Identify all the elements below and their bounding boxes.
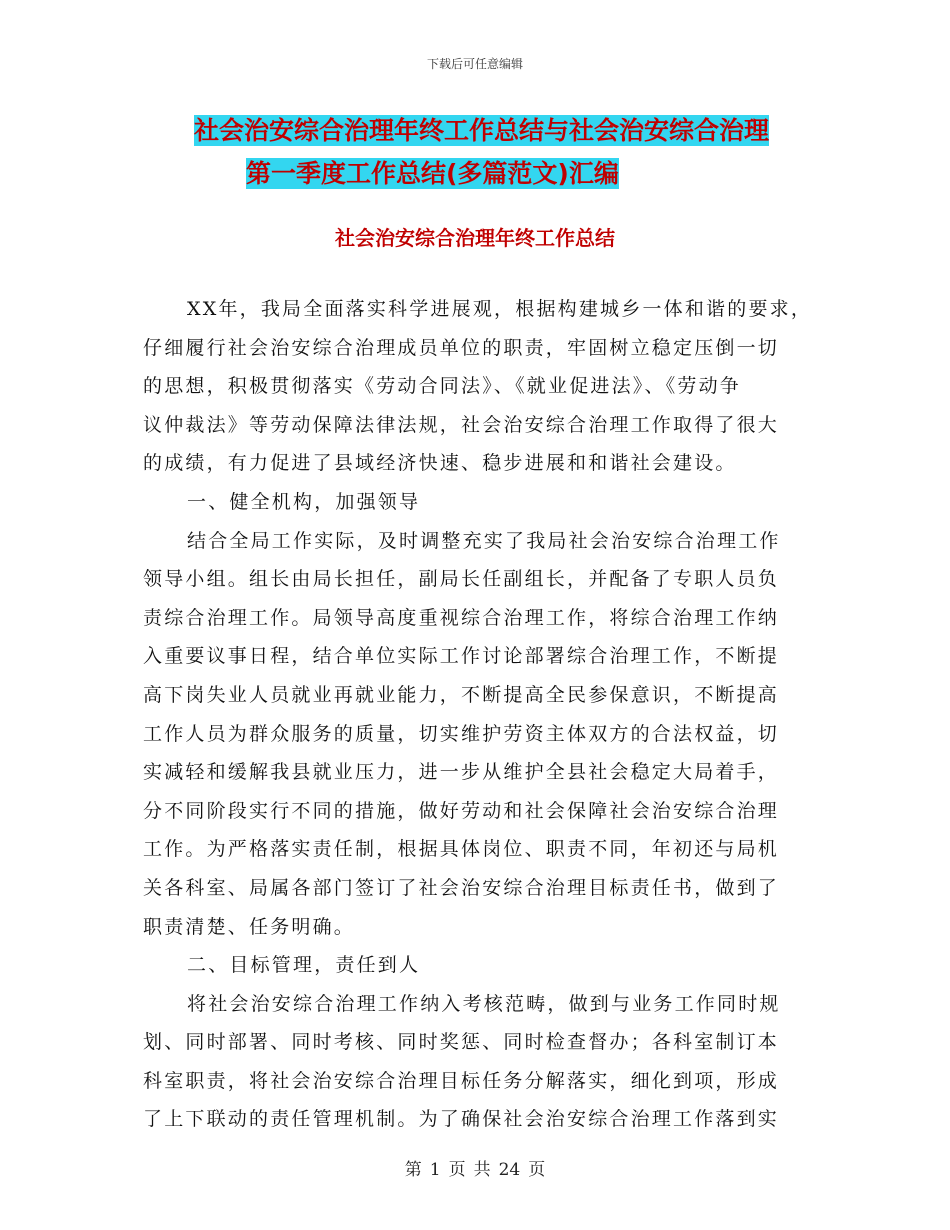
body-line: 职责清楚、任务明确。: [143, 915, 356, 938]
title-highlight-2: 第一季度工作总结(多篇范文)汇编: [246, 159, 619, 188]
body-line: 结合全局工作实际，及时调整充实了我局社会治安综合治理工作: [187, 529, 781, 552]
section-heading: 社会治安综合治理年终工作总结: [335, 226, 615, 250]
body-line: 关各科室、局属各部门签订了社会治安综合治理目标责任书，做到了: [143, 876, 780, 899]
page-footer: [0, 1155, 950, 1180]
body-line: 实减轻和缓解我县就业压力，进一步从维护全县社会稳定大局着手，: [143, 761, 780, 784]
body-line: 科室职责，将社会治安综合治理目标任务分解落实，细化到项，形成: [143, 1069, 780, 1092]
title-highlight-1: 社会治安综合治理年终工作总结与社会治安综合治理: [194, 116, 770, 145]
document-body: [143, 290, 813, 1139]
document-title-line-1: [194, 116, 769, 146]
body-line: 议仲裁法》等劳动保障法律法规，社会治安综合治理工作取得了很大: [143, 413, 780, 436]
body-line: 仔细履行社会治安综合治理成员单位的职责，牢固树立稳定压倒一切: [143, 336, 780, 359]
page-number: 1: [429, 1160, 441, 1180]
body-line: 了上下联动的责任管理机制。为了确保社会治安综合治理工作落到实: [143, 1108, 780, 1131]
body-line: 工作人员为群众服务的质量，切实维护劳资主体双方的合法权益，切: [143, 722, 780, 745]
document-title-line-2: [246, 159, 619, 189]
footer-prefix: 第: [404, 1160, 422, 1180]
body-line: 责综合治理工作。局领导高度重视综合治理工作，将综合治理工作纳: [143, 606, 780, 629]
body-line: 领导小组。组长由局长担任，副局长任副组长，并配备了专职人员负: [143, 568, 780, 591]
body-line: 高下岗失业人员就业再就业能力，不断提高全民参保意识，不断提高: [143, 683, 780, 706]
body-line: 工作。为严格落实责任制，根据具体岗位、职责不同，年初还与局机: [143, 838, 780, 861]
header-note: 下载后可任意编辑: [426, 57, 523, 71]
body-line: 分不同阶段实行不同的措施，做好劳动和社会保障社会治安综合治理: [143, 799, 780, 822]
subheading-1: 一、健全机构，加强领导: [187, 490, 421, 513]
body-line: 划、同时部署、同时考核、同时奖惩、同时检查督办；各科室制订本: [143, 1031, 780, 1054]
body-line: 的思想，积极贯彻落实《劳动合同法》、《就业促进法》、《劳动争: [143, 375, 742, 398]
body-line: 的成绩，有力促进了县域经济快速、稳步进展和和谐社会建设。: [143, 452, 737, 475]
total-pages: 24: [498, 1160, 521, 1180]
body-line: 将社会治安综合治理工作纳入考核范畴，做到与业务工作同时规: [187, 992, 781, 1015]
footer-total-label: 共: [473, 1160, 491, 1180]
footer-suffix: 页: [528, 1160, 546, 1180]
body-line: XX年，我局全面落实科学进展观，根据构建城乡一体和谐的要求，: [187, 298, 813, 320]
subheading-2: 二、目标管理，责任到人: [187, 954, 421, 977]
footer-page-label: 页: [448, 1160, 466, 1180]
body-line: 入重要议事日程，结合单位实际工作讨论部署综合治理工作，不断提: [143, 645, 780, 668]
